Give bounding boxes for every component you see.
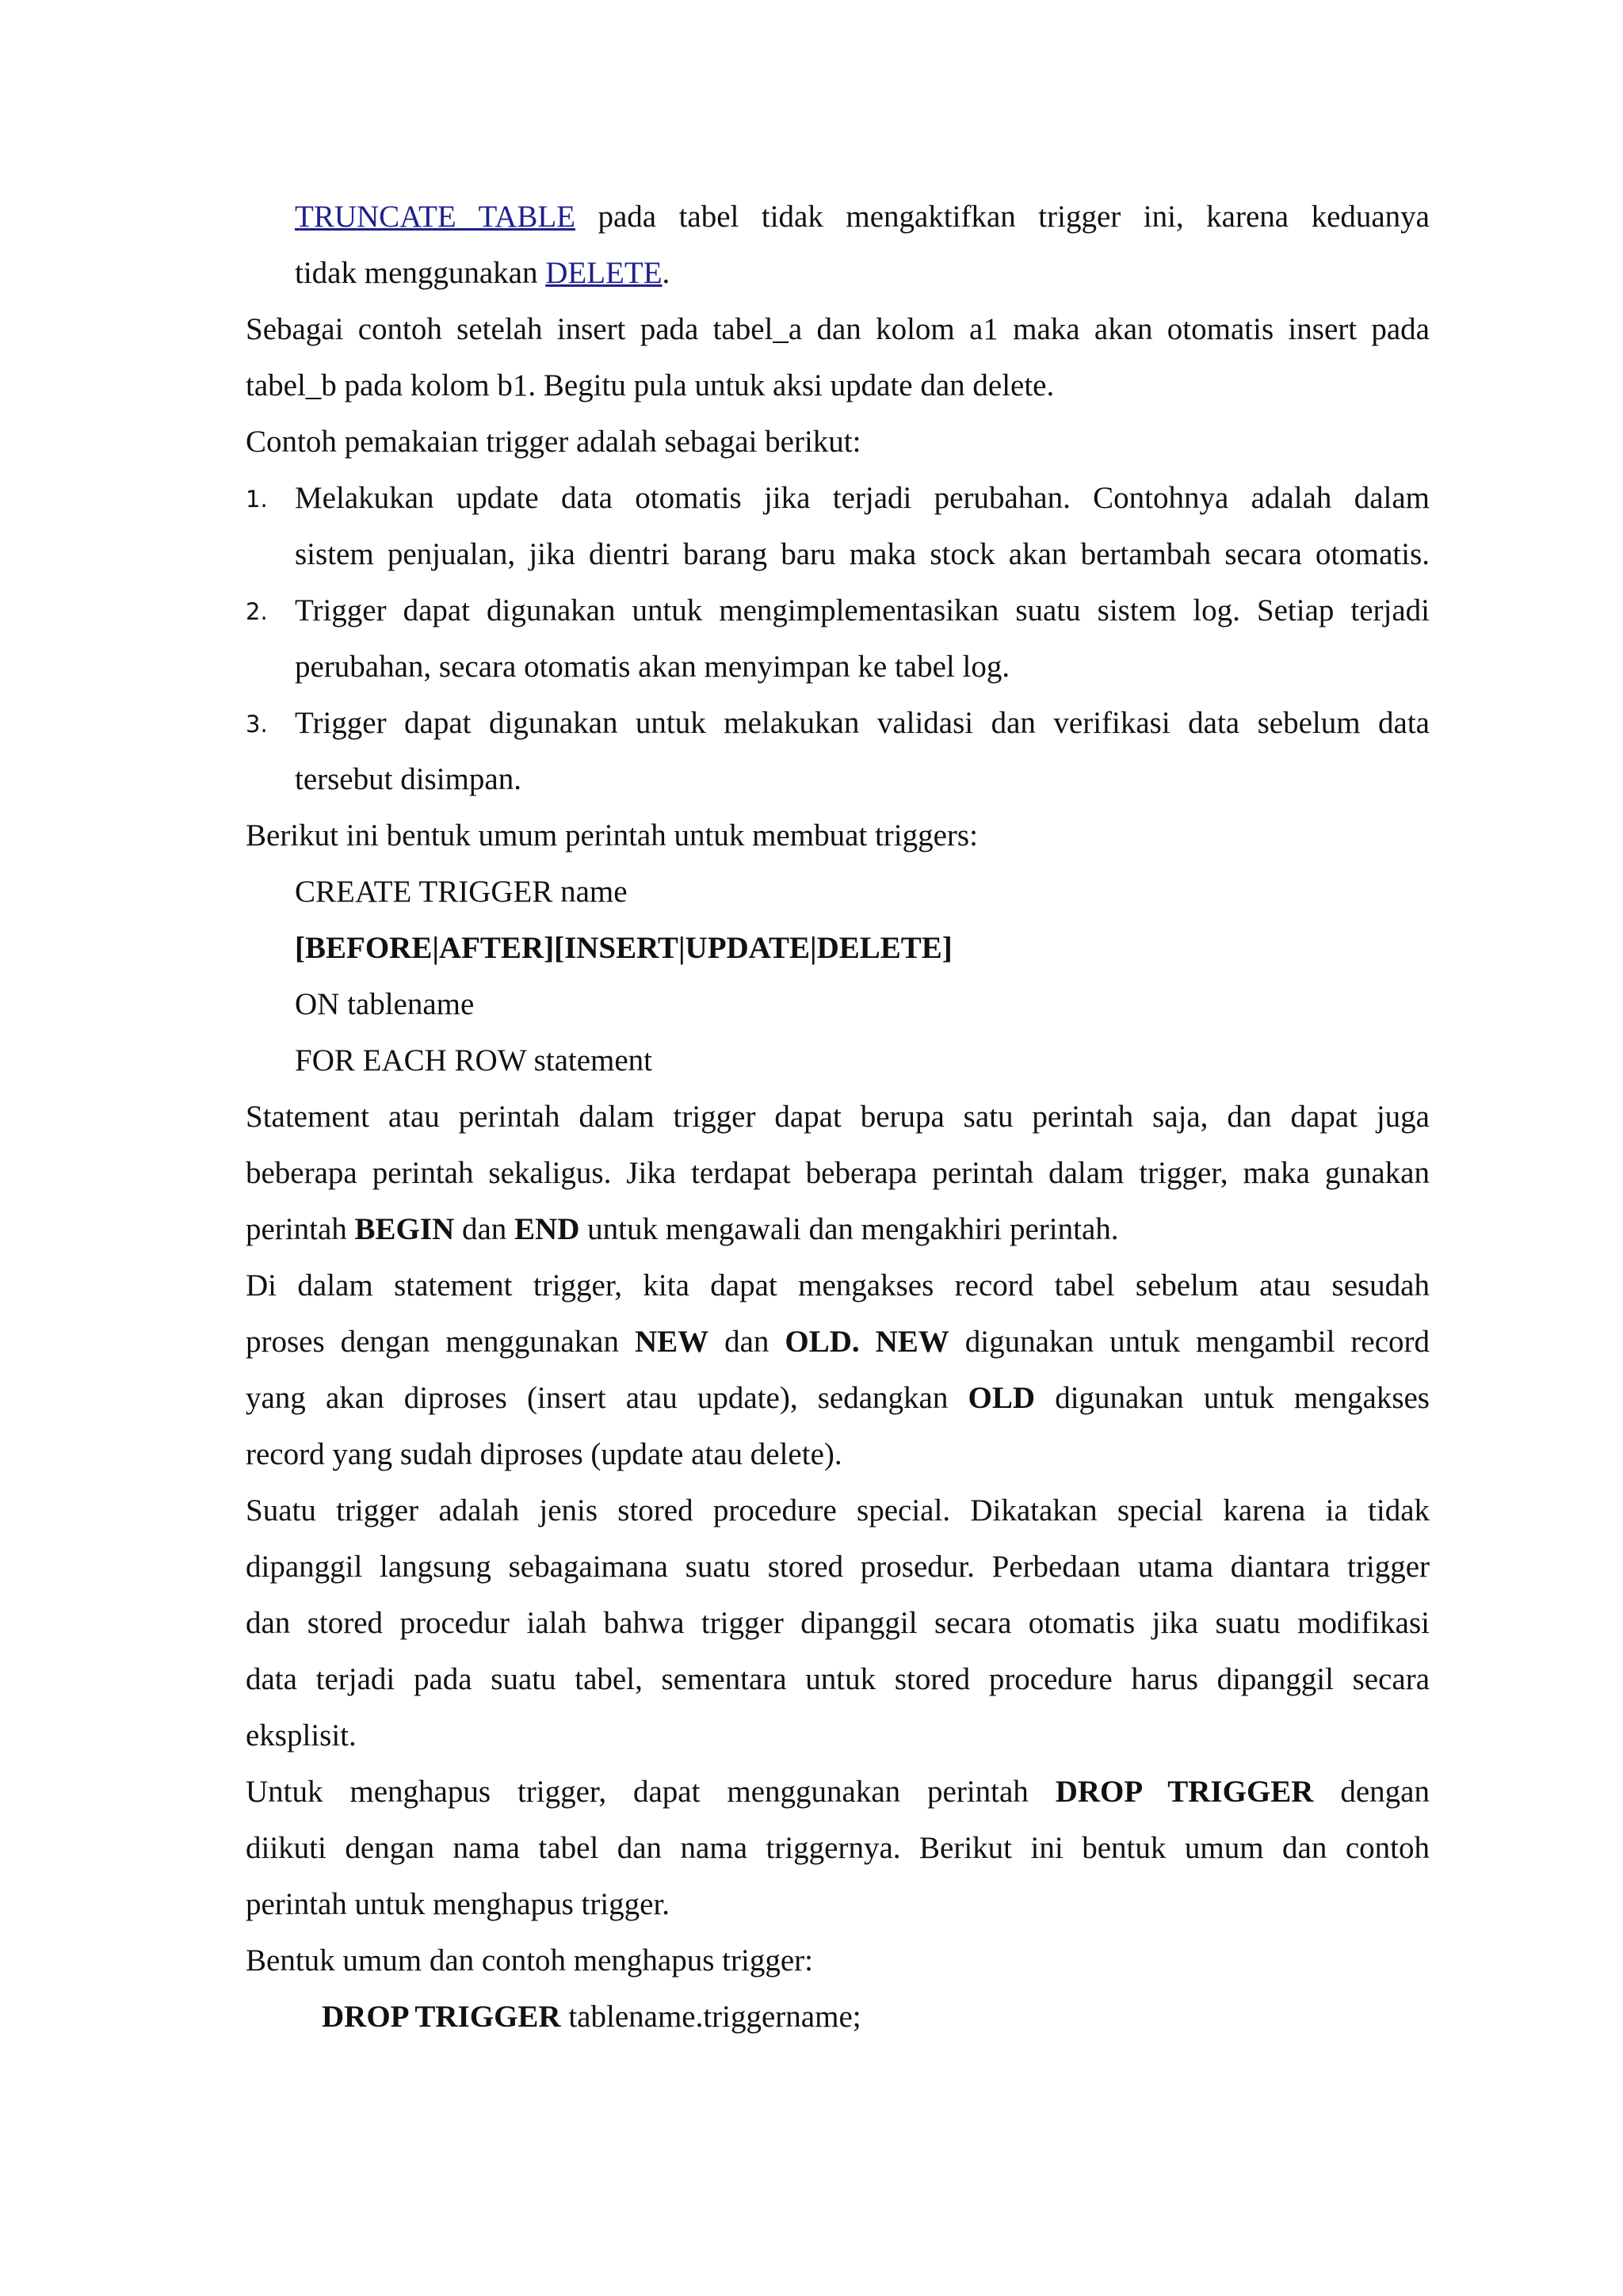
intro-line-2: [295, 245, 1430, 301]
drop-syntax-line: [322, 1989, 1430, 2045]
newold-line-2: [246, 1314, 1430, 1370]
statement-line-2: beberapa perintah sekaligus. Jika terdapat beberapa perintah dalam trigger, maka gunakan: [246, 1156, 1430, 1190]
newold-text: proses dengan menggunakan: [246, 1325, 635, 1359]
delete-link[interactable]: DELETE: [545, 256, 663, 290]
special-line-4: data terjadi pada suatu tabel, sementara untuk stored procedure harus dipanggil secara: [246, 1662, 1430, 1696]
newold-text: digunakan untuk mengakses: [1035, 1381, 1430, 1415]
intro-text: .: [662, 256, 670, 290]
statement-text: untuk mengawali dan mengakhiri perintah.: [579, 1212, 1119, 1246]
special-line-2: dipanggil langsung sebagaimana suatu stored prosedur. Perbedaan utama diantara trigger: [246, 1550, 1430, 1584]
statement-line-1: Statement atau perintah dalam trigger dapat berupa satu perintah saja, dan dapat juga: [246, 1100, 1430, 1134]
list-item-2-line-1: Trigger dapat digunakan untuk mengimplementasikan suatu sistem log. Setiap terjadi: [295, 593, 1430, 627]
special-line-1: Suatu trigger adalah jenis stored procedure special. Dikatakan special karena ia tidak: [246, 1493, 1430, 1527]
syntax-heading: Berikut ini bentuk umum perintah untuk membuat triggers:: [246, 818, 978, 852]
syntax-line-3: ON tablename: [295, 987, 475, 1021]
drop-text: Untuk menghapus trigger, dapat menggunakan perintah: [246, 1775, 1056, 1809]
drop-syntax-rest: tablename.triggername;: [560, 2000, 861, 2034]
truncate-table-link[interactable]: TRUNCATE TABLE: [295, 200, 575, 234]
drop-line-1: [246, 1764, 1430, 1820]
old-new-keyword: OLD. NEW: [785, 1325, 949, 1359]
drop-syntax-keyword: DROP TRIGGER: [322, 2000, 561, 2034]
statement-text: perintah: [246, 1212, 355, 1246]
newold-line-4: record yang sudah diproses (update atau delete).: [246, 1437, 842, 1471]
list-item-2-line-2: perubahan, secara otomatis akan menyimpan ke tabel log.: [295, 650, 1010, 684]
newold-text: digunakan untuk mengambil record: [949, 1325, 1430, 1359]
begin-keyword: BEGIN: [354, 1212, 455, 1246]
syntax-keywords: [BEFORE|AFTER][INSERT|UPDATE|DELETE]: [295, 931, 953, 965]
example-line-2: tabel_b pada kolom b1. Begitu pula untuk aksi update dan delete.: [246, 368, 1055, 402]
example-line-1: Sebagai contoh setelah insert pada tabel_a dan kolom a1 maka akan otomatis insert pada: [246, 312, 1430, 346]
statement-line-3: [246, 1201, 1430, 1257]
newold-line-3: [246, 1370, 1430, 1426]
statement-text: dan: [454, 1212, 515, 1246]
end-keyword: END: [514, 1212, 580, 1246]
syntax-line-1: CREATE TRIGGER name: [295, 875, 628, 909]
syntax-line-4: FOR EACH ROW statement: [295, 1043, 653, 1077]
list-number-2: 2.: [246, 598, 268, 625]
list-item-3-line-2: tersebut disimpan.: [295, 762, 521, 796]
intro-line-1: [295, 189, 1430, 245]
drop-trigger-keyword: DROP TRIGGER: [1055, 1775, 1314, 1809]
list-item-3-line-1: Trigger dapat digunakan untuk melakukan validasi dan verifikasi data sebelum data: [295, 706, 1430, 740]
list-number-1: 1.: [246, 486, 268, 513]
drop-heading: Bentuk umum dan contoh menghapus trigger:: [246, 1943, 813, 1978]
newold-text: dan: [708, 1325, 785, 1359]
special-line-5: eksplisit.: [246, 1718, 357, 1753]
syntax-line-2: [295, 920, 1430, 976]
drop-text: dengan: [1313, 1775, 1430, 1809]
drop-line-2: diikuti dengan nama tabel dan nama triggernya. Berikut ini bentuk umum dan contoh: [246, 1831, 1430, 1865]
newold-line-1: Di dalam statement trigger, kita dapat mengakses record tabel sebelum atau sesudah: [246, 1268, 1430, 1302]
list-item-1-line-1: Melakukan update data otomatis jika terjadi perubahan. Contohnya adalah dalam: [295, 481, 1430, 515]
list-item-1-line-2: sistem penjualan, jika dientri barang baru maka stock akan bertambah secara otomatis.: [295, 537, 1430, 571]
intro-text: tidak menggunakan: [295, 256, 546, 290]
special-line-3: dan stored procedur ialah bahwa trigger dipanggil secara otomatis jika suatu modifikasi: [246, 1606, 1430, 1640]
list-number-3: 3.: [246, 711, 268, 738]
newold-text: yang akan diproses (insert atau update), sedangkan: [246, 1381, 968, 1415]
drop-line-3: perintah untuk menghapus trigger.: [246, 1887, 670, 1921]
new-keyword: NEW: [634, 1325, 709, 1359]
intro-text: pada tabel tidak mengaktifkan trigger ini, karena keduanya: [575, 200, 1430, 234]
old-keyword: OLD: [968, 1381, 1036, 1415]
uses-heading: Contoh pemakaian trigger adalah sebagai berikut:: [246, 425, 861, 459]
